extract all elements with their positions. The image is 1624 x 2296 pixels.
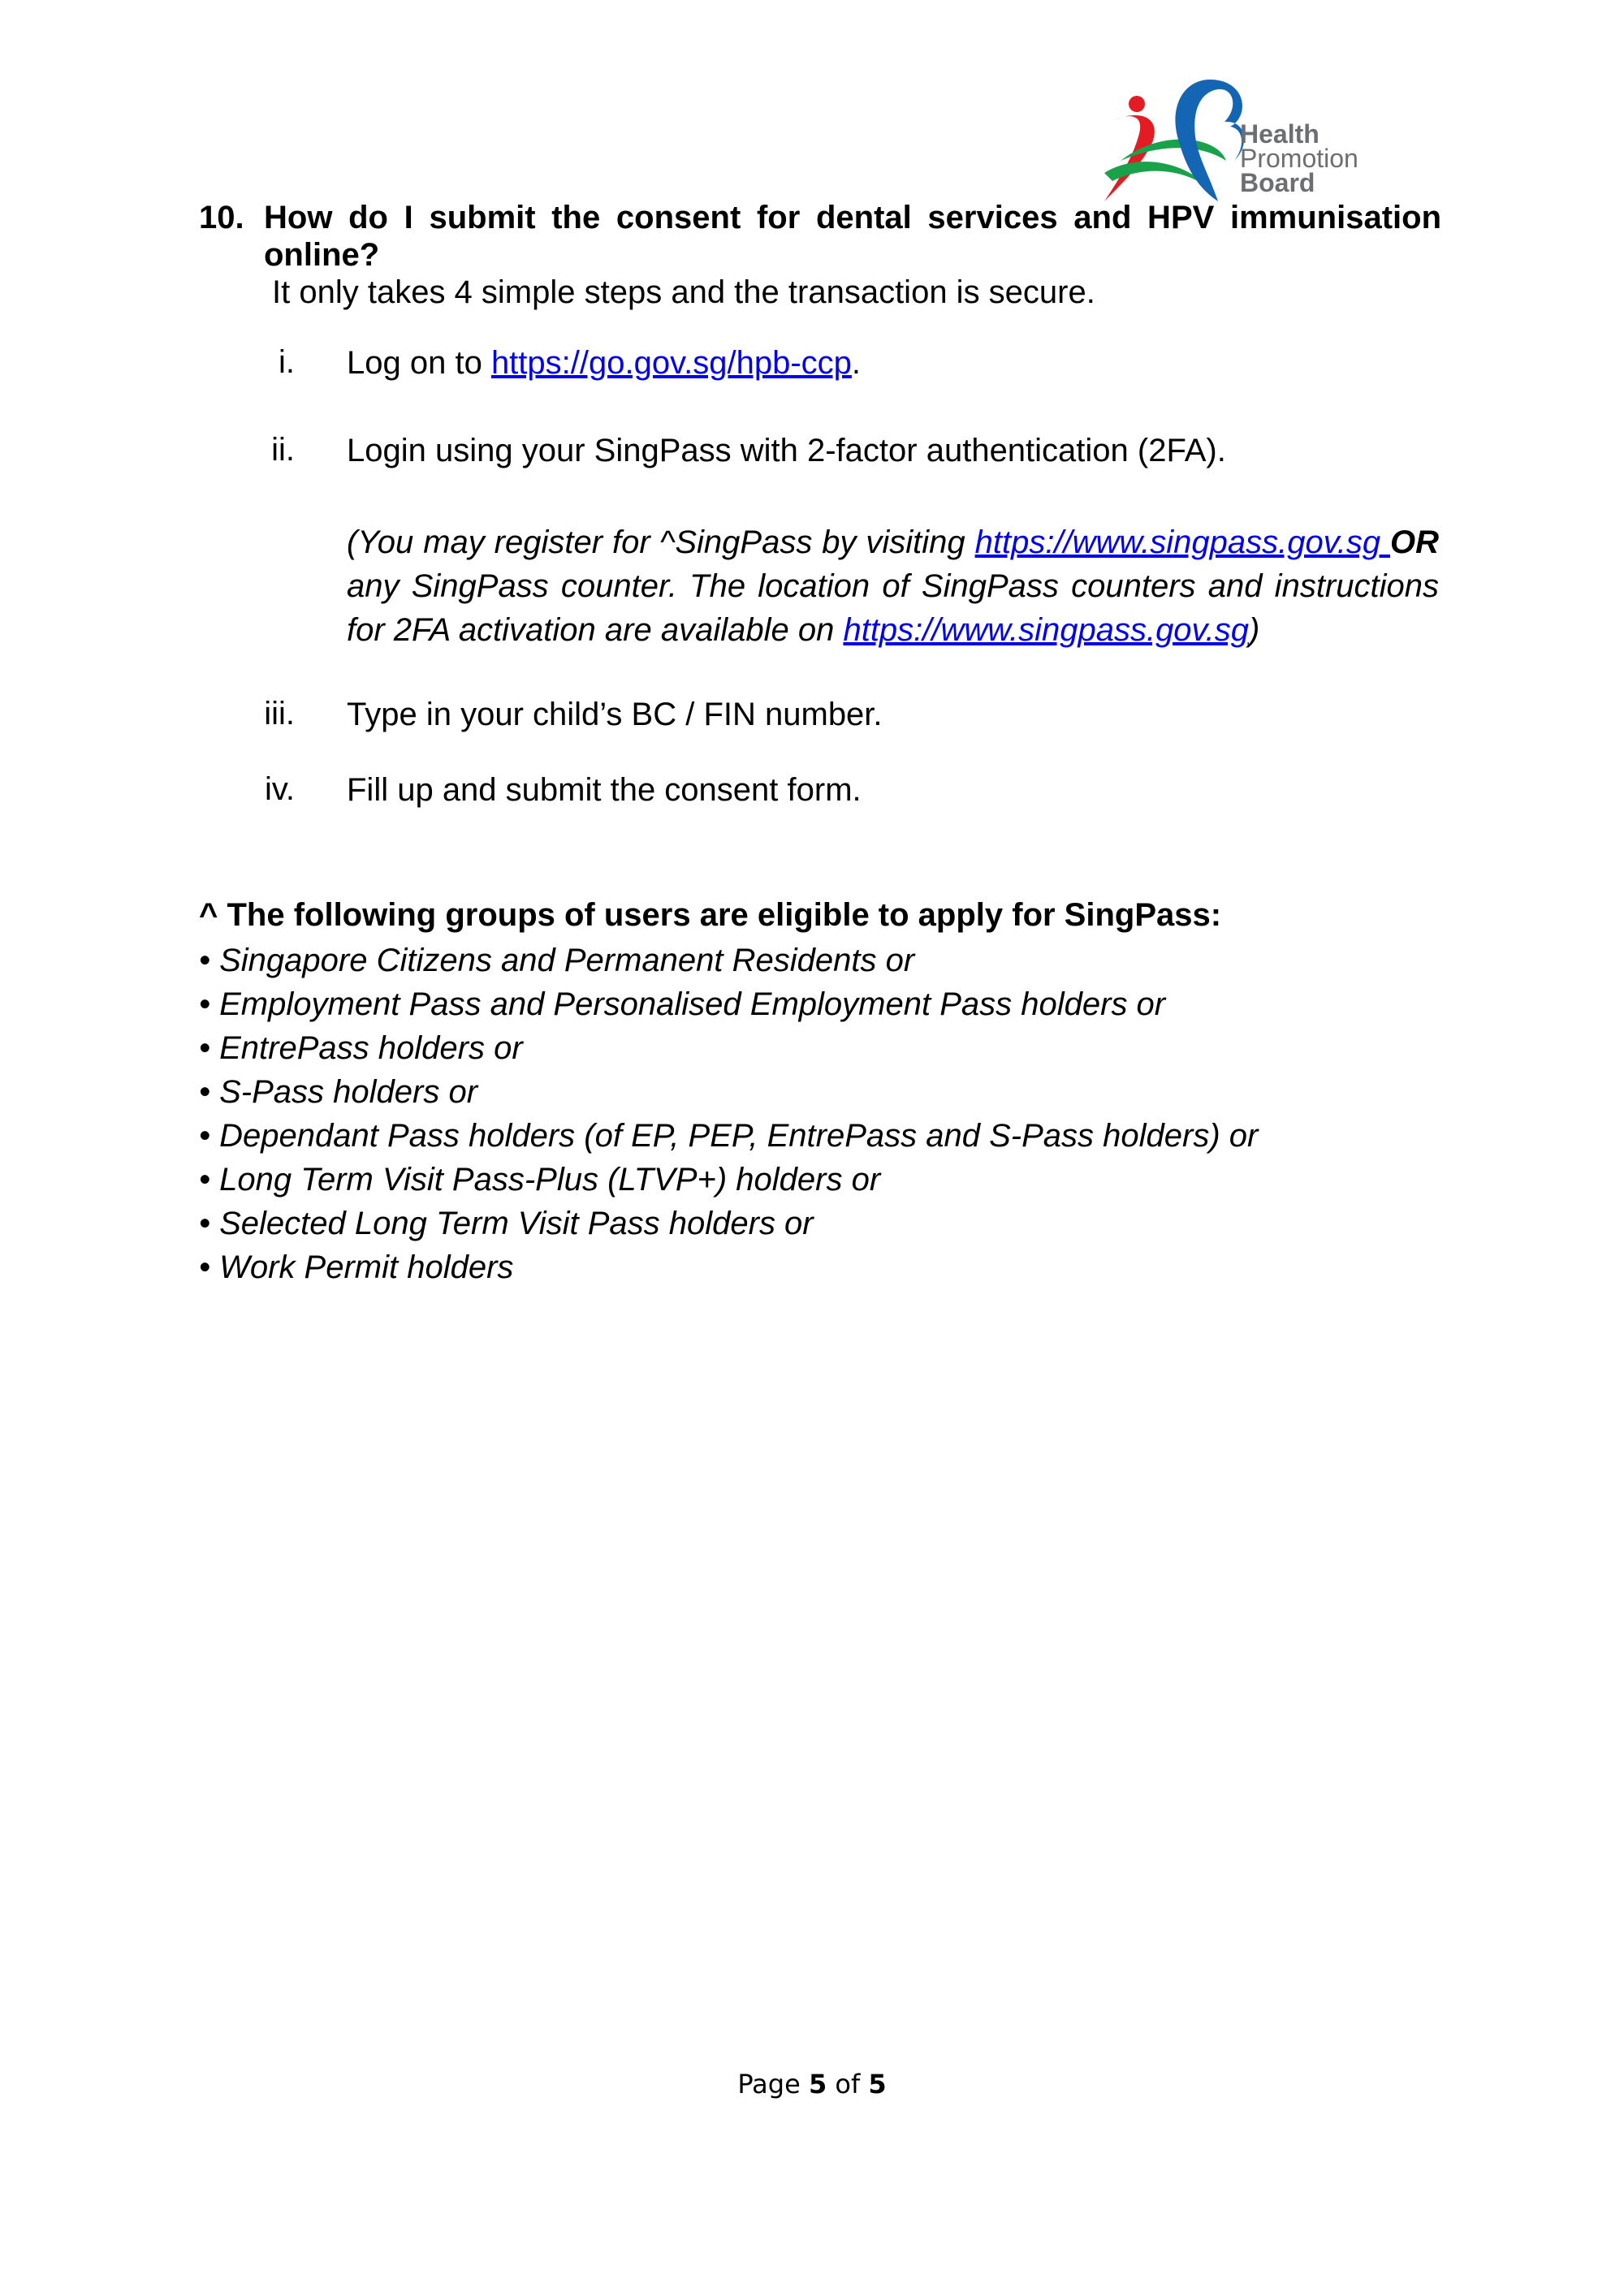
step-4-numeral: iv. xyxy=(264,771,295,807)
step-2-numeral: ii. xyxy=(271,432,295,468)
singpass-link-2[interactable]: https://www.singpass.gov.sg xyxy=(843,612,1249,648)
step-1-prefix: Log on to xyxy=(347,345,491,381)
note-part2: any SingPass counter. The location of SingPass counters and instructions for 2FA activation are available on xyxy=(347,568,1439,648)
note-part1: (You may register for ^SingPass by visiting xyxy=(347,524,975,560)
eligibility-item: • Singapore Citizens and Permanent Residents or xyxy=(199,943,915,978)
eligibility-item: • Dependant Pass holders (of EP, PEP, EntrePass and S-Pass holders) or xyxy=(199,1118,1259,1154)
footer-page-number: 5 xyxy=(808,2069,827,2100)
logo-red-head xyxy=(1129,96,1145,112)
singpass-link-1[interactable]: https://www.singpass.gov.sg xyxy=(974,524,1391,560)
hpb-ccp-link[interactable]: https://go.gov.sg/hpb-ccp xyxy=(490,345,852,381)
eligibility-item: • EntrePass holders or xyxy=(199,1030,523,1066)
question-number: 10. xyxy=(199,200,244,235)
eligibility-item: • Long Term Visit Pass-Plus (LTVP+) holders or xyxy=(199,1162,881,1198)
logo-red-swoosh xyxy=(1104,115,1155,201)
page-footer xyxy=(0,2069,1624,2100)
singpass-note xyxy=(347,520,1439,652)
question-line1: How do I submit the consent for dental services and HPV immunisation xyxy=(264,200,1441,235)
logo-text-promotion: Promotion xyxy=(1240,144,1358,173)
step-1-numeral: i. xyxy=(279,344,295,380)
eligibility-item: • Selected Long Term Visit Pass holders or xyxy=(199,1206,814,1241)
question-line2: online? xyxy=(264,237,380,273)
eligibility-item: • Employment Pass and Personalised Employment Pass holders or xyxy=(199,986,1166,1022)
footer-page-total: 5 xyxy=(868,2069,887,2100)
eligibility-item: • Work Permit holders xyxy=(199,1249,514,1285)
eligibility-title: ^ The following groups of users are eligible to apply for SingPass: xyxy=(199,897,1222,933)
step-3-text: Type in your child’s BC / FIN number. xyxy=(347,697,883,732)
footer-page-label: Page xyxy=(737,2069,809,2100)
logo-blue-b xyxy=(1175,80,1244,201)
logo-text xyxy=(1240,119,1358,197)
note-part3: ) xyxy=(1248,612,1260,648)
footer-of-label: of xyxy=(827,2069,869,2100)
step-1 xyxy=(347,344,861,382)
step-3-numeral: iii. xyxy=(264,696,295,732)
logo-text-health: Health xyxy=(1240,119,1320,149)
note-or: OR xyxy=(1390,524,1440,560)
intro-text: It only takes 4 simple steps and the transaction is secure. xyxy=(272,274,1095,310)
step-1-suffix: . xyxy=(851,345,862,381)
logo-text-board: Board xyxy=(1240,168,1315,197)
eligibility-list xyxy=(199,939,1258,1289)
step-4-text: Fill up and submit the consent form. xyxy=(347,772,862,808)
step-2-text: Login using your SingPass with 2-factor authentication (2FA). xyxy=(347,433,1226,468)
eligibility-item: • S-Pass holders or xyxy=(199,1074,478,1110)
